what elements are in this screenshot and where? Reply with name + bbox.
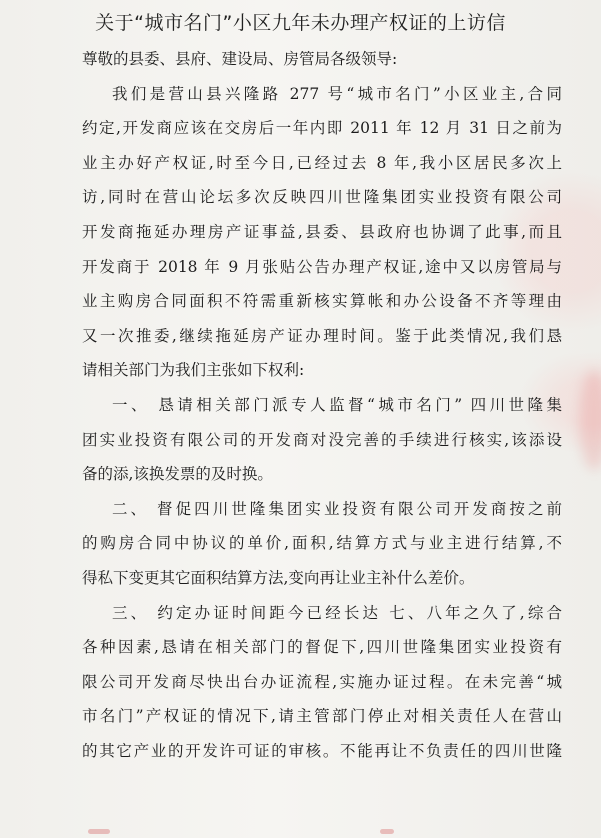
document-body — [82, 42, 562, 768]
demand-item-2-line: 的购房合同中协议的单价,面积,结算方式与业主进行结算,不 — [82, 534, 562, 553]
paragraph-line: 开发商于 2018 年 9 月张贴公告办理产权证,途中又以房管局与 — [82, 257, 562, 276]
paragraph-line: 开发商拖延办理房产证事益,县委、县政府也协调了此事,而且 — [82, 222, 562, 241]
document-title: 关于“城市名门”小区九年未办理产权证的上访信 — [95, 12, 506, 34]
paragraph-line: 我们是营山县兴隆路 277 号“城市名门”小区业主,合同 — [112, 84, 562, 103]
demand-item-3-line: 三、 约定办证时间距今已经长达 七、八年之久了,综合 — [112, 603, 562, 622]
demand-item-1-line: 备的添,该换发票的及时换。 — [82, 465, 273, 484]
demand-item-3-line: 限公司开发商尽快出台办证流程,实施办证过程。在未完善“城 — [82, 672, 562, 691]
demand-item-3-line: 各种因素,恳请在相关部门的督促下,四川世隆集团实业投资有 — [82, 638, 562, 657]
demand-item-1-line: 一、 恳请相关部门派专人监督“城市名门” 四川世隆集 — [112, 395, 562, 414]
paragraph-line: 请相关部门为我们主张如下权利: — [82, 361, 305, 380]
red-stamp-smudge — [579, 370, 601, 470]
paragraph-line: 约定,开发商应该在交房后一年内即 2011 年 12 月 31 日之前为 — [82, 119, 562, 138]
paragraph-line: 访,同时在营山论坛多次反映四川世隆集团实业投资有限公司 — [82, 188, 562, 207]
demand-item-3-line: 的其它产业的开发许可证的审核。不能再让不负责任的四川世隆 — [82, 741, 562, 760]
demand-item-2-line: 得私下变更其它面积结算方法,变向再让业主补什么差价。 — [82, 568, 475, 587]
paragraph-line: 业主办好产权证,时至今日,已经过去 8 年,我小区居民多次上 — [82, 153, 562, 172]
demand-item-1-line: 团实业投资有限公司的开发商对没完善的手续进行核实,该添设 — [82, 430, 562, 449]
salutation: 尊敬的县委、县府、建设局、房管局各级领导: — [82, 50, 398, 68]
demand-item-2-line: 二、 督促四川世隆集团实业投资有限公司开发商按之前 — [112, 499, 562, 518]
demand-item-3-line: 市名门”产权证的情况下,请主管部门停止对相关责任人在营山 — [82, 707, 562, 726]
paragraph-line: 又一次推委,继续拖延房产证办理时间。鉴于此类情况,我们恳 — [82, 326, 562, 345]
red-ink-mark — [88, 829, 110, 834]
paragraph-line: 业主购房合同面积不符需重新核实算帐和办公设备不齐等理由 — [82, 292, 562, 311]
red-ink-mark — [380, 829, 394, 834]
